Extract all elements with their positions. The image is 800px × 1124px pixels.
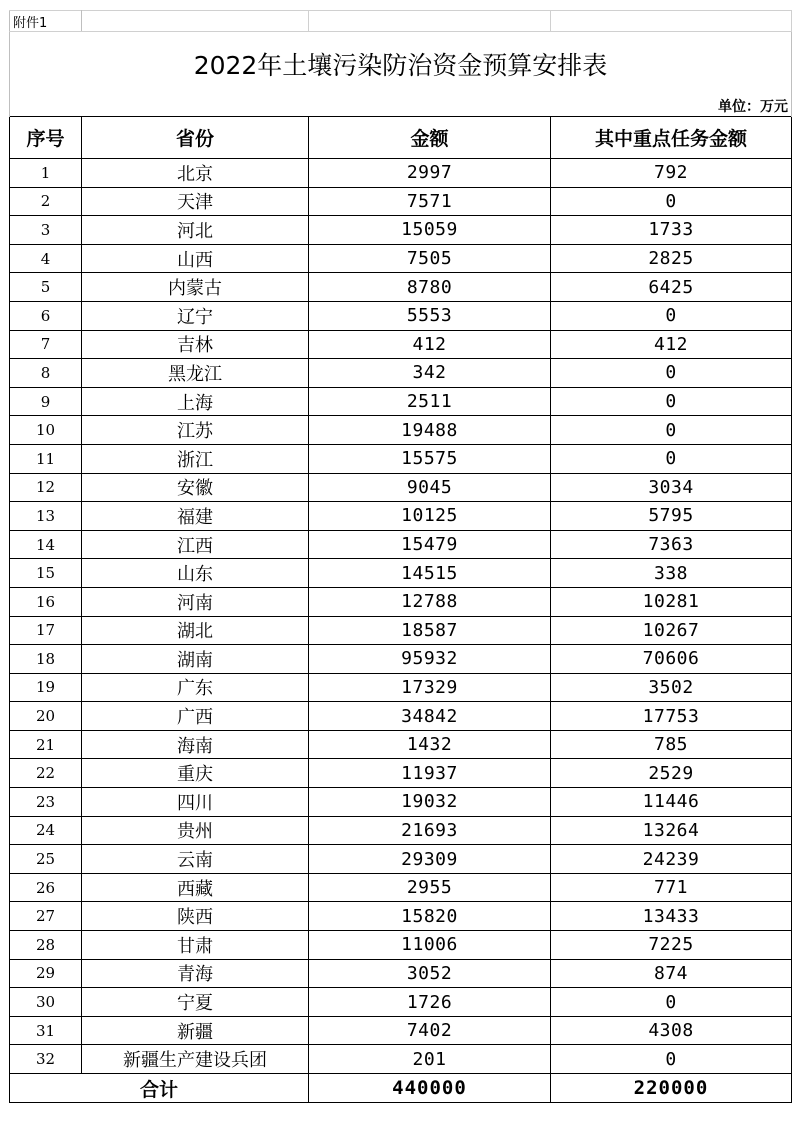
row-amount: 12788 [309, 587, 551, 616]
row-province: 吉林 [82, 330, 309, 359]
row-amount: 11006 [309, 931, 551, 960]
row-amount: 1432 [309, 730, 551, 759]
row-index: 29 [10, 959, 82, 988]
row-index: 5 [10, 273, 82, 302]
row-key-task-amount: 0 [551, 1045, 792, 1074]
row-province: 青海 [82, 959, 309, 988]
row-key-task-amount: 338 [551, 559, 792, 588]
row-index: 20 [10, 702, 82, 731]
row-province: 黑龙江 [82, 359, 309, 388]
row-index: 18 [10, 645, 82, 674]
row-key-task-amount: 792 [551, 159, 792, 188]
total-key-task-amount: 220000 [551, 1074, 792, 1103]
row-index: 16 [10, 587, 82, 616]
row-amount: 15479 [309, 530, 551, 559]
row-index: 30 [10, 988, 82, 1017]
row-index: 14 [10, 530, 82, 559]
row-key-task-amount: 17753 [551, 702, 792, 731]
row-province: 宁夏 [82, 988, 309, 1017]
row-amount: 15820 [309, 902, 551, 931]
row-amount: 5553 [309, 301, 551, 330]
row-index: 28 [10, 931, 82, 960]
table-row [10, 301, 792, 330]
row-amount: 9045 [309, 473, 551, 502]
row-province: 四川 [82, 788, 309, 817]
header-index: 序号 [10, 117, 82, 159]
row-index: 9 [10, 387, 82, 416]
table-row [10, 645, 792, 674]
row-key-task-amount: 5795 [551, 502, 792, 531]
row-amount: 11937 [309, 759, 551, 788]
empty-cell [551, 11, 792, 32]
row-amount: 10125 [309, 502, 551, 531]
row-amount: 2511 [309, 387, 551, 416]
row-province: 西藏 [82, 873, 309, 902]
row-key-task-amount: 2825 [551, 244, 792, 273]
header-key-task-amount: 其中重点任务金额 [551, 117, 792, 159]
table-row [10, 616, 792, 645]
row-index: 11 [10, 444, 82, 473]
row-province: 天津 [82, 187, 309, 216]
row-key-task-amount: 13264 [551, 816, 792, 845]
header-row [10, 117, 792, 159]
table-row [10, 502, 792, 531]
row-amount: 2955 [309, 873, 551, 902]
row-amount: 7505 [309, 244, 551, 273]
row-index: 15 [10, 559, 82, 588]
row-key-task-amount: 3502 [551, 673, 792, 702]
row-index: 23 [10, 788, 82, 817]
row-index: 24 [10, 816, 82, 845]
row-province: 广东 [82, 673, 309, 702]
attachment-row [10, 11, 792, 32]
table-row [10, 845, 792, 874]
row-province: 江西 [82, 530, 309, 559]
row-key-task-amount: 7363 [551, 530, 792, 559]
row-index: 1 [10, 159, 82, 188]
row-key-task-amount: 13433 [551, 902, 792, 931]
table-row [10, 959, 792, 988]
row-key-task-amount: 0 [551, 187, 792, 216]
row-province: 海南 [82, 730, 309, 759]
table-row [10, 359, 792, 388]
table-row [10, 387, 792, 416]
table-row [10, 902, 792, 931]
empty-cell [309, 11, 551, 32]
unit-row [10, 96, 792, 117]
row-index: 8 [10, 359, 82, 388]
row-amount: 8780 [309, 273, 551, 302]
row-amount: 17329 [309, 673, 551, 702]
empty-cell [82, 11, 309, 32]
total-amount: 440000 [309, 1074, 551, 1103]
row-amount: 342 [309, 359, 551, 388]
row-key-task-amount: 24239 [551, 845, 792, 874]
row-key-task-amount: 3034 [551, 473, 792, 502]
row-amount: 15575 [309, 444, 551, 473]
row-index: 26 [10, 873, 82, 902]
row-key-task-amount: 0 [551, 444, 792, 473]
table-row [10, 273, 792, 302]
row-index: 10 [10, 416, 82, 445]
table-row [10, 473, 792, 502]
table-row [10, 1016, 792, 1045]
row-amount: 201 [309, 1045, 551, 1074]
table-row [10, 216, 792, 245]
table-row [10, 587, 792, 616]
row-key-task-amount: 0 [551, 359, 792, 388]
row-key-task-amount: 785 [551, 730, 792, 759]
row-key-task-amount: 1733 [551, 216, 792, 245]
row-key-task-amount: 7225 [551, 931, 792, 960]
row-province: 山西 [82, 244, 309, 273]
row-amount: 7402 [309, 1016, 551, 1045]
row-amount: 7571 [309, 187, 551, 216]
row-index: 12 [10, 473, 82, 502]
row-index: 22 [10, 759, 82, 788]
row-key-task-amount: 0 [551, 988, 792, 1017]
budget-sheet [9, 10, 791, 1103]
row-key-task-amount: 70606 [551, 645, 792, 674]
row-province: 辽宁 [82, 301, 309, 330]
row-index: 13 [10, 502, 82, 531]
table-row [10, 673, 792, 702]
row-province: 湖南 [82, 645, 309, 674]
row-key-task-amount: 2529 [551, 759, 792, 788]
row-province: 河南 [82, 587, 309, 616]
row-province: 安徽 [82, 473, 309, 502]
header-province: 省份 [82, 117, 309, 159]
row-province: 湖北 [82, 616, 309, 645]
row-amount: 34842 [309, 702, 551, 731]
row-amount: 14515 [309, 559, 551, 588]
row-amount: 1726 [309, 988, 551, 1017]
row-province: 北京 [82, 159, 309, 188]
row-index: 7 [10, 330, 82, 359]
row-amount: 29309 [309, 845, 551, 874]
row-province: 广西 [82, 702, 309, 731]
row-province: 陕西 [82, 902, 309, 931]
row-key-task-amount: 10281 [551, 587, 792, 616]
row-index: 27 [10, 902, 82, 931]
row-province: 内蒙古 [82, 273, 309, 302]
row-province: 河北 [82, 216, 309, 245]
table-row [10, 931, 792, 960]
table-row [10, 559, 792, 588]
table-row [10, 816, 792, 845]
row-amount: 19032 [309, 788, 551, 817]
title-row [10, 32, 792, 97]
row-province: 贵州 [82, 816, 309, 845]
row-province: 新疆 [82, 1016, 309, 1045]
row-province: 新疆生产建设兵团 [82, 1045, 309, 1074]
attachment-label: 附件1 [10, 11, 82, 32]
row-key-task-amount: 874 [551, 959, 792, 988]
row-index: 19 [10, 673, 82, 702]
table-row [10, 702, 792, 731]
row-province: 重庆 [82, 759, 309, 788]
unit-label: 单位：万元 [10, 96, 792, 117]
table-row [10, 988, 792, 1017]
row-amount: 15059 [309, 216, 551, 245]
table-row [10, 416, 792, 445]
row-key-task-amount: 0 [551, 416, 792, 445]
table-row [10, 788, 792, 817]
row-index: 3 [10, 216, 82, 245]
row-key-task-amount: 11446 [551, 788, 792, 817]
row-amount: 18587 [309, 616, 551, 645]
row-index: 32 [10, 1045, 82, 1074]
row-amount: 95932 [309, 645, 551, 674]
table-row [10, 759, 792, 788]
table-row [10, 159, 792, 188]
table-row [10, 873, 792, 902]
table-row [10, 530, 792, 559]
row-index: 2 [10, 187, 82, 216]
row-index: 25 [10, 845, 82, 874]
table-row [10, 1045, 792, 1074]
row-province: 上海 [82, 387, 309, 416]
row-amount: 3052 [309, 959, 551, 988]
row-province: 山东 [82, 559, 309, 588]
row-key-task-amount: 4308 [551, 1016, 792, 1045]
row-province: 浙江 [82, 444, 309, 473]
row-key-task-amount: 0 [551, 387, 792, 416]
row-key-task-amount: 10267 [551, 616, 792, 645]
budget-table [9, 10, 792, 1103]
page-title: 2022年土壤污染防治资金预算安排表 [10, 32, 792, 97]
row-amount: 2997 [309, 159, 551, 188]
row-amount: 19488 [309, 416, 551, 445]
table-row [10, 330, 792, 359]
table-row [10, 187, 792, 216]
row-key-task-amount: 0 [551, 301, 792, 330]
total-row [10, 1074, 792, 1103]
row-province: 江苏 [82, 416, 309, 445]
row-index: 6 [10, 301, 82, 330]
row-province: 甘肃 [82, 931, 309, 960]
row-amount: 21693 [309, 816, 551, 845]
row-amount: 412 [309, 330, 551, 359]
row-province: 福建 [82, 502, 309, 531]
table-row [10, 444, 792, 473]
row-key-task-amount: 771 [551, 873, 792, 902]
row-province: 云南 [82, 845, 309, 874]
total-label: 合计 [10, 1074, 309, 1103]
row-key-task-amount: 6425 [551, 273, 792, 302]
row-index: 31 [10, 1016, 82, 1045]
header-amount: 金额 [309, 117, 551, 159]
table-row [10, 244, 792, 273]
row-index: 4 [10, 244, 82, 273]
row-index: 21 [10, 730, 82, 759]
table-row [10, 730, 792, 759]
row-index: 17 [10, 616, 82, 645]
row-key-task-amount: 412 [551, 330, 792, 359]
